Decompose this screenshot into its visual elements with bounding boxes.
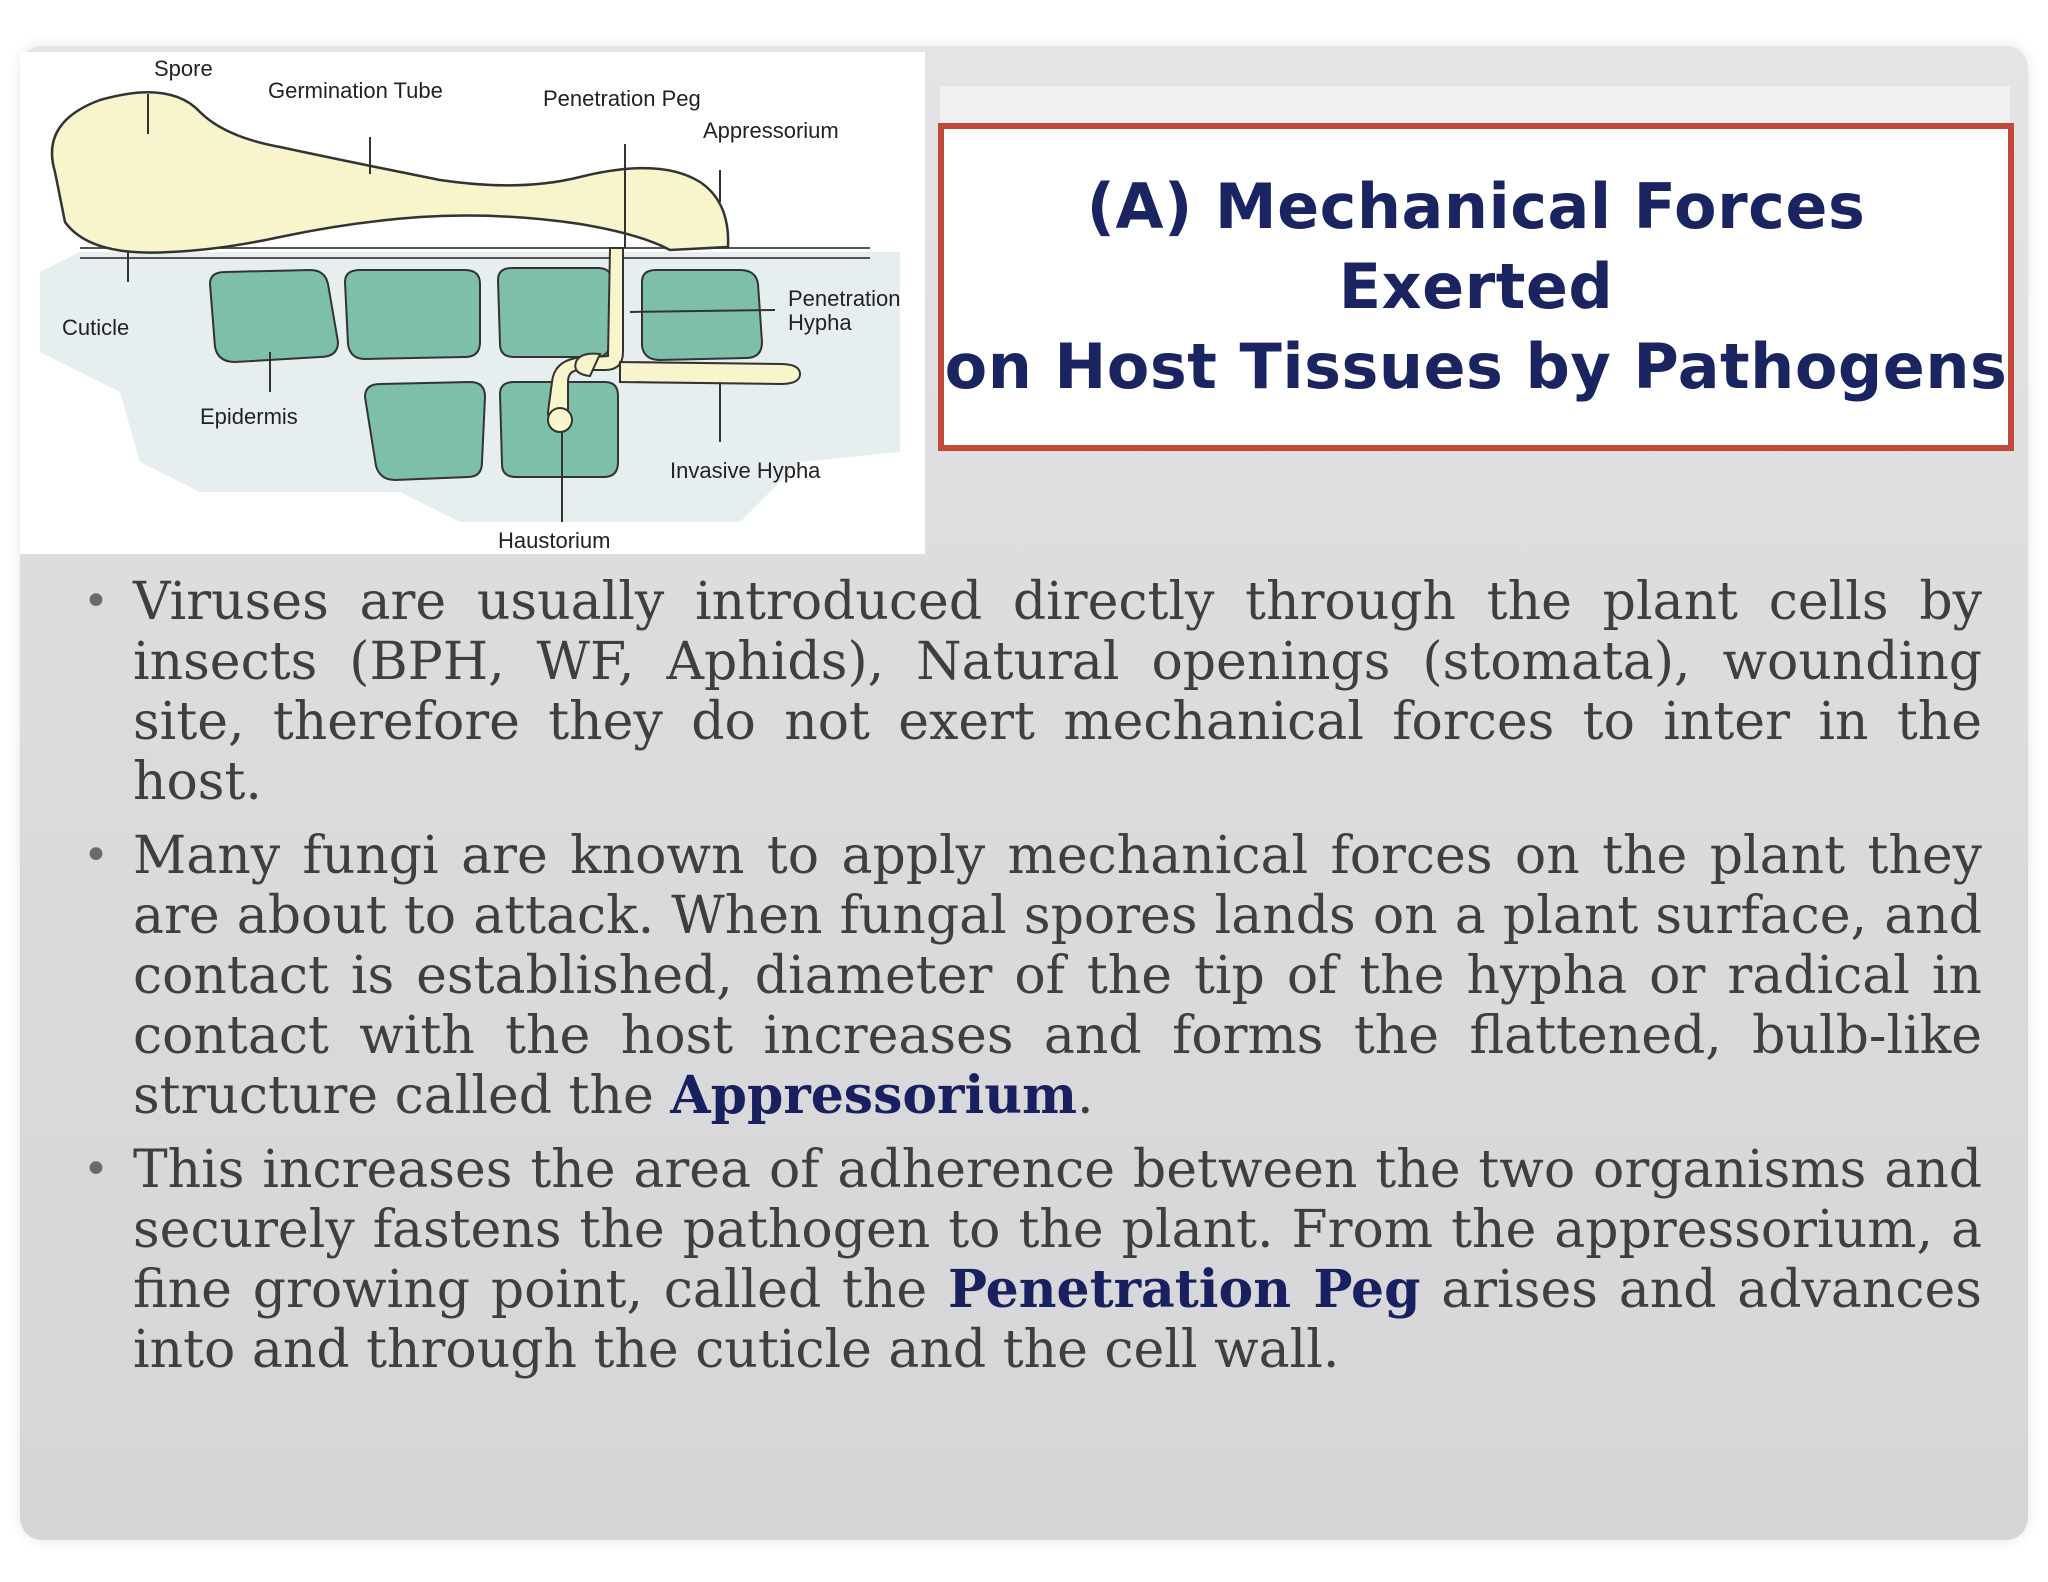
invasive-hypha (620, 362, 800, 384)
slide-title (944, 167, 2008, 407)
bold-term-appressorium: Appressorium (670, 1065, 1078, 1126)
epidermis-cell (365, 382, 485, 480)
bullet-item (75, 1140, 1982, 1380)
epidermis-cell (642, 270, 762, 360)
bullet-text: Viruses are usually introduced directly through the plant cells by insects (BPH, WF, Aphids), Natural openings (stomata), wounding site, therefore they do not exert mechanical forces to inter in the host. (133, 572, 1982, 812)
bullet-text-end: . (1077, 1066, 1094, 1126)
epidermis-cell (498, 268, 612, 357)
bullet-item (75, 572, 1982, 812)
label-epidermis: Epidermis (200, 404, 298, 429)
bullet-list (75, 572, 1982, 1394)
bullet-text-end: arises and advances into and through the cuticle and the cell wall. (133, 1260, 1982, 1380)
bullet-item (75, 826, 1982, 1126)
title-box (938, 123, 2014, 451)
label-appressorium: Appressorium (703, 118, 839, 143)
haustorium-bulb (548, 408, 572, 432)
bullet-dot-icon: • (83, 576, 109, 627)
spore-and-germ-tube (52, 92, 728, 252)
label-penetration-peg: Penetration Peg (543, 86, 701, 111)
label-germination-tube: Germination Tube (268, 78, 443, 103)
label-penetration-hypha-2: Hypha (788, 310, 852, 335)
fungal-penetration-diagram (20, 52, 925, 554)
bullet-dot-icon: • (83, 830, 109, 881)
label-penetration-hypha-1: Penetration (788, 286, 901, 311)
bullet-text: Many fungi are known to apply mechanical forces on the plant they are about to attack. When fungal spores lands on a plant surface, and contact is established, diameter of the tip of the hypha or radical in contact with the host increases and forms the flattened, bulb-like structure called the (133, 826, 1982, 1126)
bullet-text: This increases the area of adherence between the two organisms and securely fastens the pathogen to the plant. From the appressorium, a fine growing point, called the (133, 1140, 1982, 1320)
bold-term-penetration-peg: Penetration Peg (947, 1259, 1421, 1320)
bullet-dot-icon: • (83, 1144, 109, 1195)
label-invasive-hypha: Invasive Hypha (670, 458, 821, 483)
epidermis-cell (210, 270, 338, 362)
label-cuticle: Cuticle (62, 315, 130, 340)
label-haustorium: Haustorium (498, 528, 611, 553)
epidermis-cell (345, 270, 480, 359)
label-spore: Spore (154, 56, 213, 81)
title-line-2: on Host Tissues by Pathogens (944, 330, 2008, 403)
title-line-1: (A) Mechanical Forces Exerted (1086, 170, 1866, 323)
